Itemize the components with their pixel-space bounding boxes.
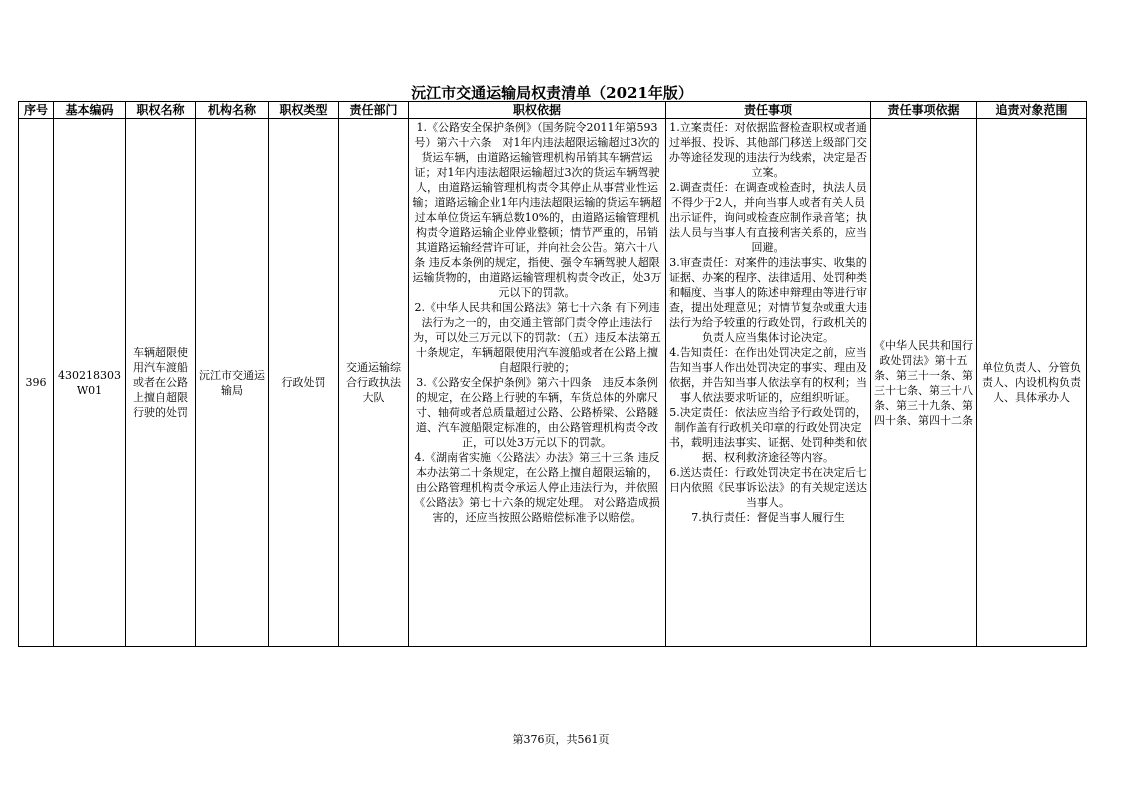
header-duties: 责任事项 bbox=[666, 102, 871, 119]
header-code: 基本编码 bbox=[54, 102, 126, 119]
cell-accountability: 单位负责人、分管负责人、内设机构负责人、具体承办人 bbox=[977, 119, 1087, 647]
cell-power-type: 行政处罚 bbox=[269, 119, 339, 647]
cell-basis bbox=[409, 119, 666, 647]
cell-duty-basis: 《中华人民共和国行政处罚法》第十五条、第三十一条、第三十七条、第三十八条、第三十九条、第四十条、第四十二条 bbox=[871, 119, 977, 647]
basis-item-4: 4.《湖南省实施〈公路法〉办法》第三十三条 违反本办法第二十条规定，在公路上擅自超限运输的，由公路管理机构责令承运人停止违法行为，并依照《公路法》第七十六条的规定处理。 对公路造成损害的，还应当按照公路赔偿标准予以赔偿。 bbox=[414, 450, 660, 524]
header-accountability: 追责对象范围 bbox=[977, 102, 1087, 119]
cell-seq: 396 bbox=[19, 119, 54, 647]
basis-item-2: 2.《中华人民共和国公路法》第七十六条 有下列违法行为之一的，由交通主管部门责令停止违法行为，可以处三万元以下的罚款：（五）违反本法第五十条规定，车辆超限使用汽车渡船或者在公路上擅自超限行驶的； bbox=[413, 300, 661, 374]
header-power-name: 职权名称 bbox=[126, 102, 196, 119]
duty-item-1: 1.立案责任：对依据监督检查职权或者通过举报、投诉、其他部门移送上级部门交办等途径发现的违法行为线索，决定是否立案。 bbox=[669, 120, 867, 179]
header-org-name: 机构名称 bbox=[196, 102, 269, 119]
duty-item-5: 5.决定责任：依法应当给予行政处罚的，制作盖有行政机关印章的行政处罚决定书，载明违法事实、证据、处罚种类和依据、权利救济途径等内容。 bbox=[669, 405, 867, 464]
cell-dept: 交通运输综合行政执法大队 bbox=[339, 119, 409, 647]
header-basis: 职权依据 bbox=[409, 102, 666, 119]
header-duty-basis: 责任事项依据 bbox=[871, 102, 977, 119]
duty-item-2: 2.调查责任：在调查或检查时，执法人员不得少于2人，并向当事人或者有关人员出示证件，询问或检查应制作录音笔；执法人员与当事人有直接利害关系的，应当回避。 bbox=[669, 180, 867, 254]
cell-code: 430218303W01 bbox=[54, 119, 126, 647]
basis-item-1: 1.《公路安全保护条例》（国务院令2011年第593号）第六十六条 对1年内违法超限运输超过3次的货运车辆，由道路运输管理机构吊销其车辆营运证；对1年内违法超限运输超过3次的货运车辆驾驶人，由道路运输管理机构责令其停止从事营业性运输；道路运输企业1年内违法超限运输的货运车辆超过本单位货运车辆总数10%的，由道路运输管理机构责令道路运输企业停业整顿；情节严重的，吊销其道路运输经营许可证，并向社会公告。第六十八条 违反本条例的规定，指使、强令车辆驾驶人超限运输货物的，由道路运输管理机构责令改正，处3万元以下的罚款。 bbox=[412, 120, 662, 299]
basis-item-3: 3.《公路安全保护条例》第六十四条 违反本条例的规定，在公路上行驶的车辆，车货总体的外廓尺寸、轴荷或者总质量超过公路、公路桥梁、公路隧道、汽车渡船限定标准的，由公路管理机构责令改正，可以处3万元以下的罚款。 bbox=[416, 375, 658, 449]
cell-org-name: 沅江市交通运输局 bbox=[196, 119, 269, 647]
duty-item-7: 7.执行责任：督促当事人履行生 bbox=[691, 510, 845, 524]
header-power-type: 职权类型 bbox=[269, 102, 339, 119]
page-footer: 第376页，共561页 bbox=[512, 733, 610, 746]
page-title: 沅江市交通运输局权责清单（2021年版） bbox=[411, 84, 693, 102]
cell-power-name: 车辆超限使用汽车渡船或者在公路上擅自超限行驶的处罚 bbox=[126, 119, 196, 647]
duty-item-3: 3.审查责任：对案件的违法事实、收集的证据、办案的程序、法律适用、处罚种类和幅度、当事人的陈述申辩理由等进行审查，提出处理意见；对情节复杂或重大违法行为给予较重的行政处罚，行政机关的负责人应当集体讨论决定。 bbox=[669, 255, 867, 344]
duty-item-6: 6.送达责任：行政处罚决定书在决定后七日内依照《民事诉讼法》的有关规定送达当事人。 bbox=[669, 465, 867, 509]
responsibility-table bbox=[18, 101, 1087, 647]
table-row bbox=[19, 119, 1087, 647]
cell-duties bbox=[666, 119, 871, 647]
duty-item-4: 4.告知责任：在作出处罚决定之前，应当告知当事人作出处罚决定的事实、理由及依据，并告知当事人依法享有的权利；当事人依法要求听证的，应组织听证。 bbox=[669, 345, 867, 404]
header-seq: 序号 bbox=[19, 102, 54, 119]
header-dept: 责任部门 bbox=[339, 102, 409, 119]
header-row bbox=[19, 102, 1087, 119]
